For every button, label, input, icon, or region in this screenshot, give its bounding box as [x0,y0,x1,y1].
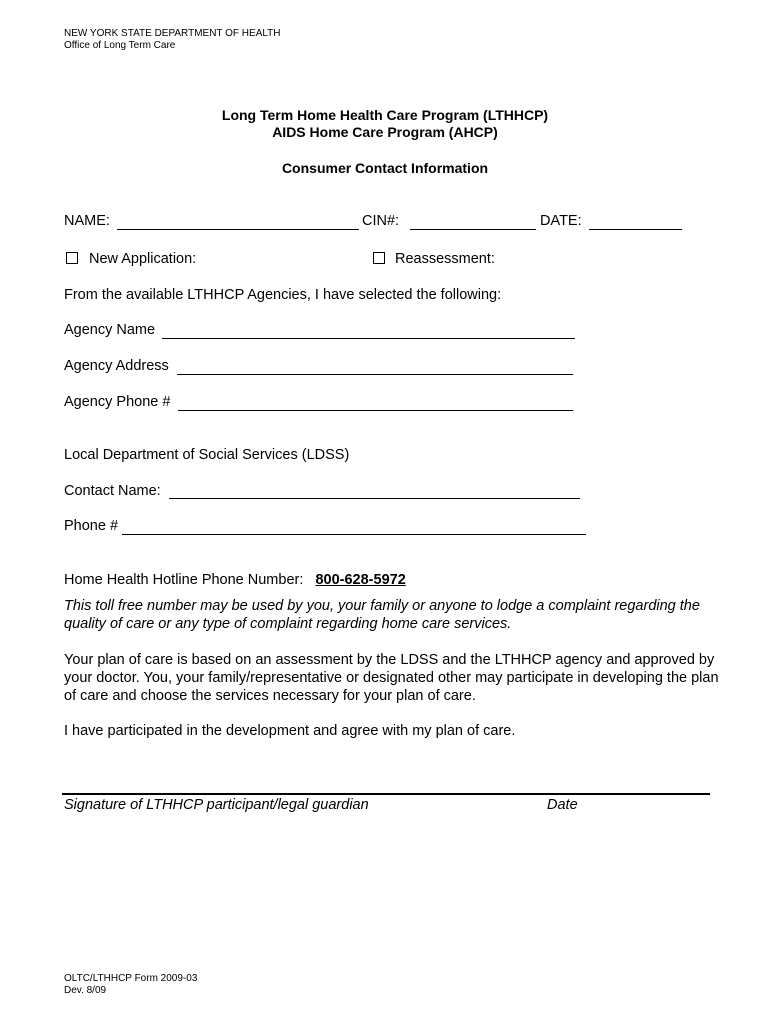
signature-label: Signature of LTHHCP participant/legal guardian [64,797,369,813]
agency-phone-field[interactable] [178,410,573,411]
agency-name-field[interactable] [162,338,575,339]
agency-address-field[interactable] [177,374,573,375]
phone-field[interactable] [122,534,586,535]
reassessment-checkbox[interactable] [373,252,385,264]
revision-date: Dev. 8/09 [64,985,107,996]
department-name: NEW YORK STATE DEPARTMENT OF HEALTH [64,28,281,39]
name-label: NAME: [64,213,110,229]
form-number: OLTC/LTHHCP Form 2009-03 [64,973,198,984]
new-application-label: New Application: [89,251,197,267]
date-field[interactable] [589,229,682,230]
date-label: DATE: [540,213,582,229]
name-field[interactable] [117,229,359,230]
agency-phone-label: Agency Phone # [64,394,171,410]
hotline-row [64,572,406,588]
contact-name-label: Contact Name: [64,483,161,499]
program-subtitle: AIDS Home Care Program (AHCP) [272,124,498,140]
agreement-text: I have participated in the development and agree with my plan of care. [64,723,516,739]
agency-address-label: Agency Address [64,358,169,374]
office-name: Office of Long Term Care [64,40,176,51]
agency-name-label: Agency Name [64,322,156,338]
cin-field[interactable] [410,229,536,230]
signature-line[interactable] [62,793,710,795]
plan-of-care-text: Your plan of care is based on an assessment by the LDSS and the LTHHCP agency and approved by your doctor. You, your family/representative or designated other may participate in developing the plan of care and choose the services necessary for your plan of care. [64,652,719,704]
contact-name-field[interactable] [169,498,580,499]
phone-label: Phone # [64,518,119,534]
form-title: Consumer Contact Information [281,160,489,176]
cin-label: CIN#: [362,213,400,229]
hotline-label: Home Health Hotline Phone Number: [64,572,304,588]
agency-selection-text: From the available LTHHCP Agencies, I have selected the following: [64,287,502,303]
program-title: Long Term Home Health Care Program (LTHHCP) [221,107,549,123]
hotline-note: This toll free number may be used by you, your family or anyone to lodge a complaint regarding the quality of care or any type of complaint regarding home care services. [64,598,700,632]
signature-date-label: Date [547,797,578,813]
ldss-label: Local Department of Social Services (LDSS) [64,447,350,463]
hotline-number: 800-628-5972 [315,572,406,588]
reassessment-label: Reassessment: [395,251,495,267]
new-application-checkbox[interactable] [66,252,78,264]
